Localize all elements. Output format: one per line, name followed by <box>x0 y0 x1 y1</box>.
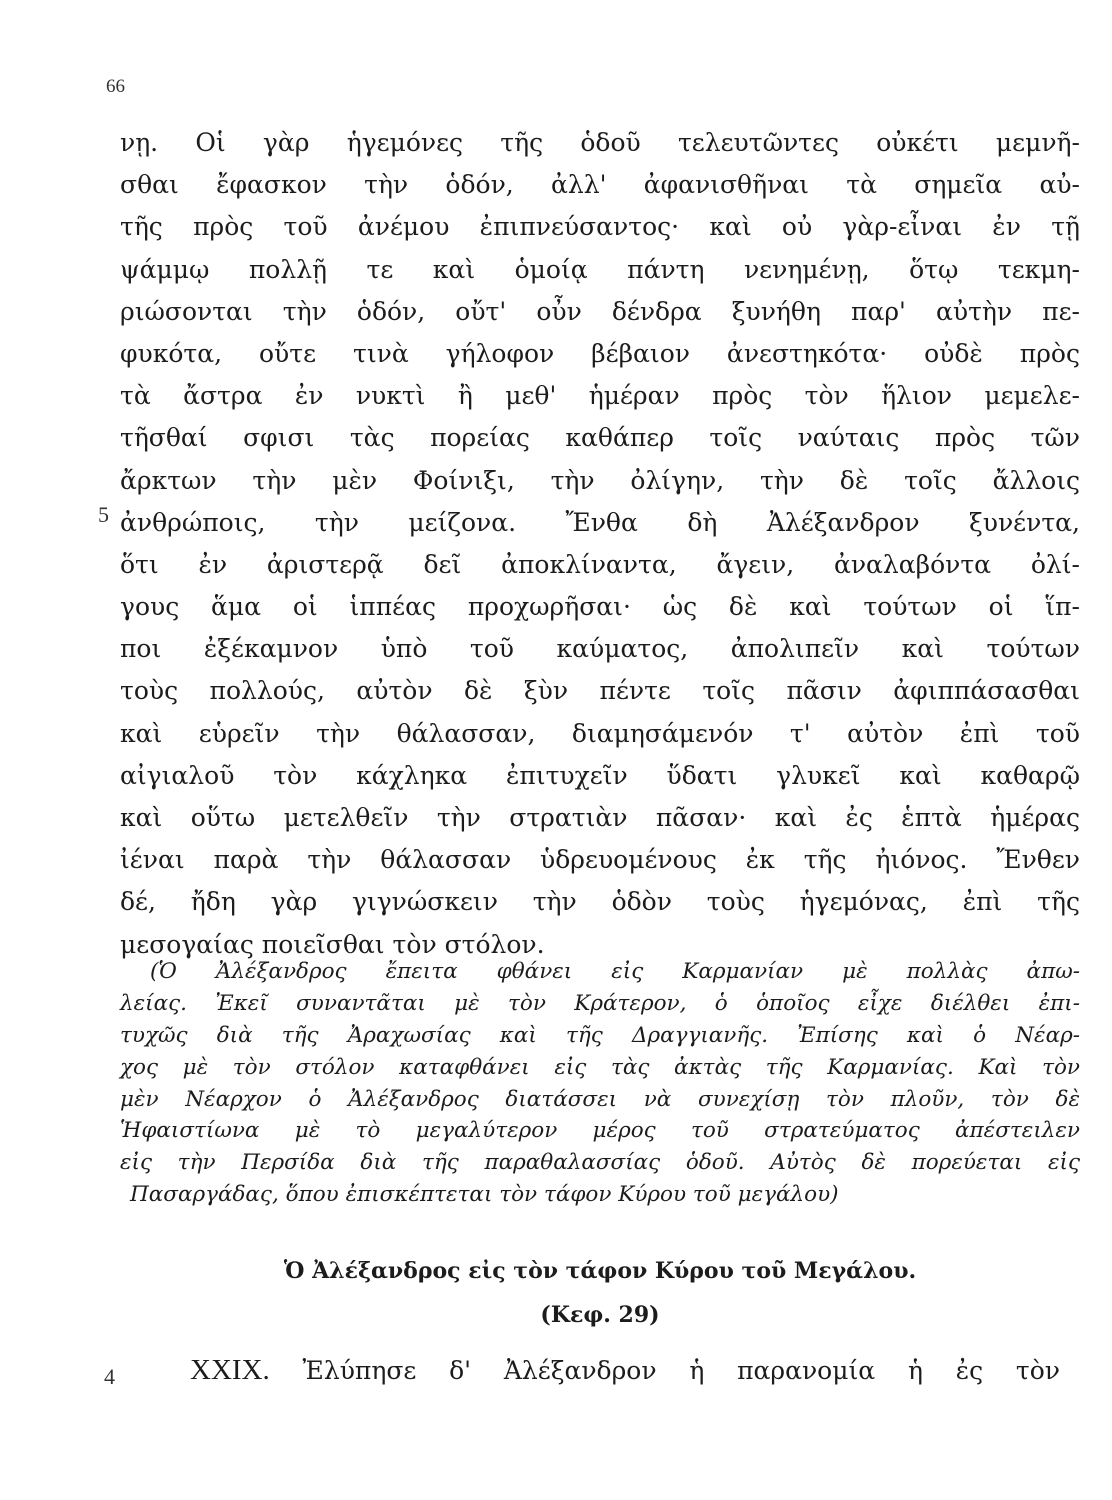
text-line: μεσογαίας ποιεῖσθαι τὸν στόλον. <box>120 929 545 959</box>
chapter-roman-numeral: XXIX. <box>190 1354 270 1386</box>
text-line: σθαι ἔφασκον τὴν ὁδόν, ἀλλ' ἀφανισθῆναι τὰ σημεῖα αὐ- <box>120 170 1080 200</box>
summary-line: Πασαργάδας, ὅπου ἐπισκέπτεται τὸν τάφον Κύρου τοῦ μεγάλου) <box>130 1182 839 1208</box>
text-line: δέ, ἤδη γὰρ γιγνώσκειν τὴν ὁδὸν τοὺς ἡγεμόνας, ἐπὶ τῆς <box>120 887 1080 917</box>
summary-paragraph <box>120 956 1080 1211</box>
text-line: ριώσονται τὴν ὁδόν, οὔτ' οὖν δένδρα ξυνήθη παρ' αὐτὴν πε- <box>120 296 1080 326</box>
text-line: αἰγιαλοῦ τὸν κάχληκα ἐπιτυχεῖν ὕδατι γλυκεῖ καὶ καθαρῷ <box>120 760 1080 790</box>
summary-line: μὲν Νέαρχον ὁ Ἀλέξανδρος διατάσσει νὰ συνεχίσῃ τὸν πλοῦν, τὸν δὲ <box>120 1086 1080 1112</box>
page-number: 66 <box>106 76 125 97</box>
text-line: ὅτι ἐν ἀριστερᾷ δεῖ ἀποκλίναντα, ἄγειν, ἀναλαβόντα ὀλί- <box>120 549 1080 579</box>
text-line: τῆς πρὸς τοῦ ἀνέμου ἐπιπνεύσαντος· καὶ οὐ γὰρ-εἶναι ἐν τῇ <box>120 212 1080 242</box>
text-line: ἄρκτων τὴν μὲν Φοίνιξι, τὴν ὀλίγην, τὴν δὲ τοῖς ἄλλοις <box>120 465 1080 495</box>
chapter-label: (Κεφ. 29) <box>540 1302 660 1328</box>
chapter-opening-text: Ἐλύπησε δ' Ἀλέξανδρον ἡ παρανομία ἡ ἐς τὸν <box>302 1356 1060 1385</box>
text-line: τοὺς πολλούς, αὐτὸν δὲ ξὺν πέντε τοῖς πᾶσιν ἀφιππάσασθαι <box>120 676 1080 706</box>
text-line: ψάμμῳ πολλῇ τε καὶ ὁμοίᾳ πάντη νενημένῃ, ὅτῳ τεκμη- <box>120 254 1080 284</box>
chapter-opening-line <box>190 1348 1060 1392</box>
text-line: καὶ εὑρεῖν τὴν θάλασσαν, διαμησάμενόν τ' αὐτὸν ἐπὶ τοῦ <box>120 718 1080 748</box>
summary-line: Ἡφαιστίωνα μὲ τὸ μεγαλύτερον μέρος τοῦ στρατεύματος ἀπέστειλεν <box>120 1118 1080 1144</box>
text-line: ἀνθρώποις, τὴν μείζονα. Ἔνθα δὴ Ἀλέξανδρον ξυνέντα, <box>120 507 1080 537</box>
summary-line: λείας. Ἐκεῖ συναντᾶται μὲ τὸν Κράτερον, ὁ ὁποῖος εἶχε διέλθει ἐπι- <box>120 990 1080 1016</box>
summary-line: εἰς τὴν Περσίδα διὰ τῆς παραθαλασσίας ὁδοῦ. Αὐτὸς δὲ πορεύεται εἰς <box>120 1150 1080 1176</box>
text-line: καὶ οὕτω μετελθεῖν τὴν στρατιὰν πᾶσαν· καὶ ἐς ἑπτὰ ἡμέρας <box>120 803 1080 832</box>
text-line: νῃ. Οἱ γὰρ ἡγεμόνες τῆς ὁδοῦ τελευτῶντες οὐκέτι μεμνῆ- <box>120 128 1080 157</box>
text-line: γους ἅμα οἱ ἱππέας προχωρῆσαι· ὡς δὲ καὶ τούτων οἱ ἵπ- <box>120 592 1080 622</box>
text-line: ποι ἐξέκαμνον ὑπὸ τοῦ καύματος, ἀπολιπεῖν καὶ τούτων <box>120 634 1080 664</box>
main-text-body <box>120 122 1080 966</box>
summary-line: τυχῶς διὰ τῆς Ἀραχωσίας καὶ τῆς Δραγγιανῆς. Ἐπίσης καὶ ὁ Νέαρ- <box>120 1022 1080 1048</box>
text-line: τῆσθαί σφισι τὰς πορείας καθάπερ τοῖς ναύταις πρὸς τῶν <box>120 423 1080 453</box>
text-line: ἰέναι παρὰ τὴν θάλασσαν ὑδρευομένους ἐκ τῆς ἠιόνος. Ἔνθεν <box>120 845 1080 875</box>
section-heading: Ὁ Ἀλέξανδρος εἰς τὸν τάφον Κύρου τοῦ Μεγάλου. <box>283 1258 917 1284</box>
section-marker: 4 <box>104 1364 115 1389</box>
line-number: 5 <box>98 502 109 527</box>
text-line: τὰ ἄστρα ἐν νυκτὶ ἢ μεθ' ἡμέραν πρὸς τὸν ἥλιον μεμελε- <box>120 381 1080 411</box>
summary-line: (Ὁ Ἀλέξανδρος ἔπειτα φθάνει εἰς Καρμανίαν μὲ πολλὰς ἀπω- <box>150 959 1080 984</box>
text-line: φυκότα, οὔτε τινὰ γήλοφον βέβαιον ἀνεστηκότα· οὐδὲ πρὸς <box>120 338 1080 368</box>
summary-line: χος μὲ τὸν στόλον καταφθάνει εἰς τὰς ἀκτὰς τῆς Καρμανίας. Καὶ τὸν <box>120 1054 1080 1080</box>
